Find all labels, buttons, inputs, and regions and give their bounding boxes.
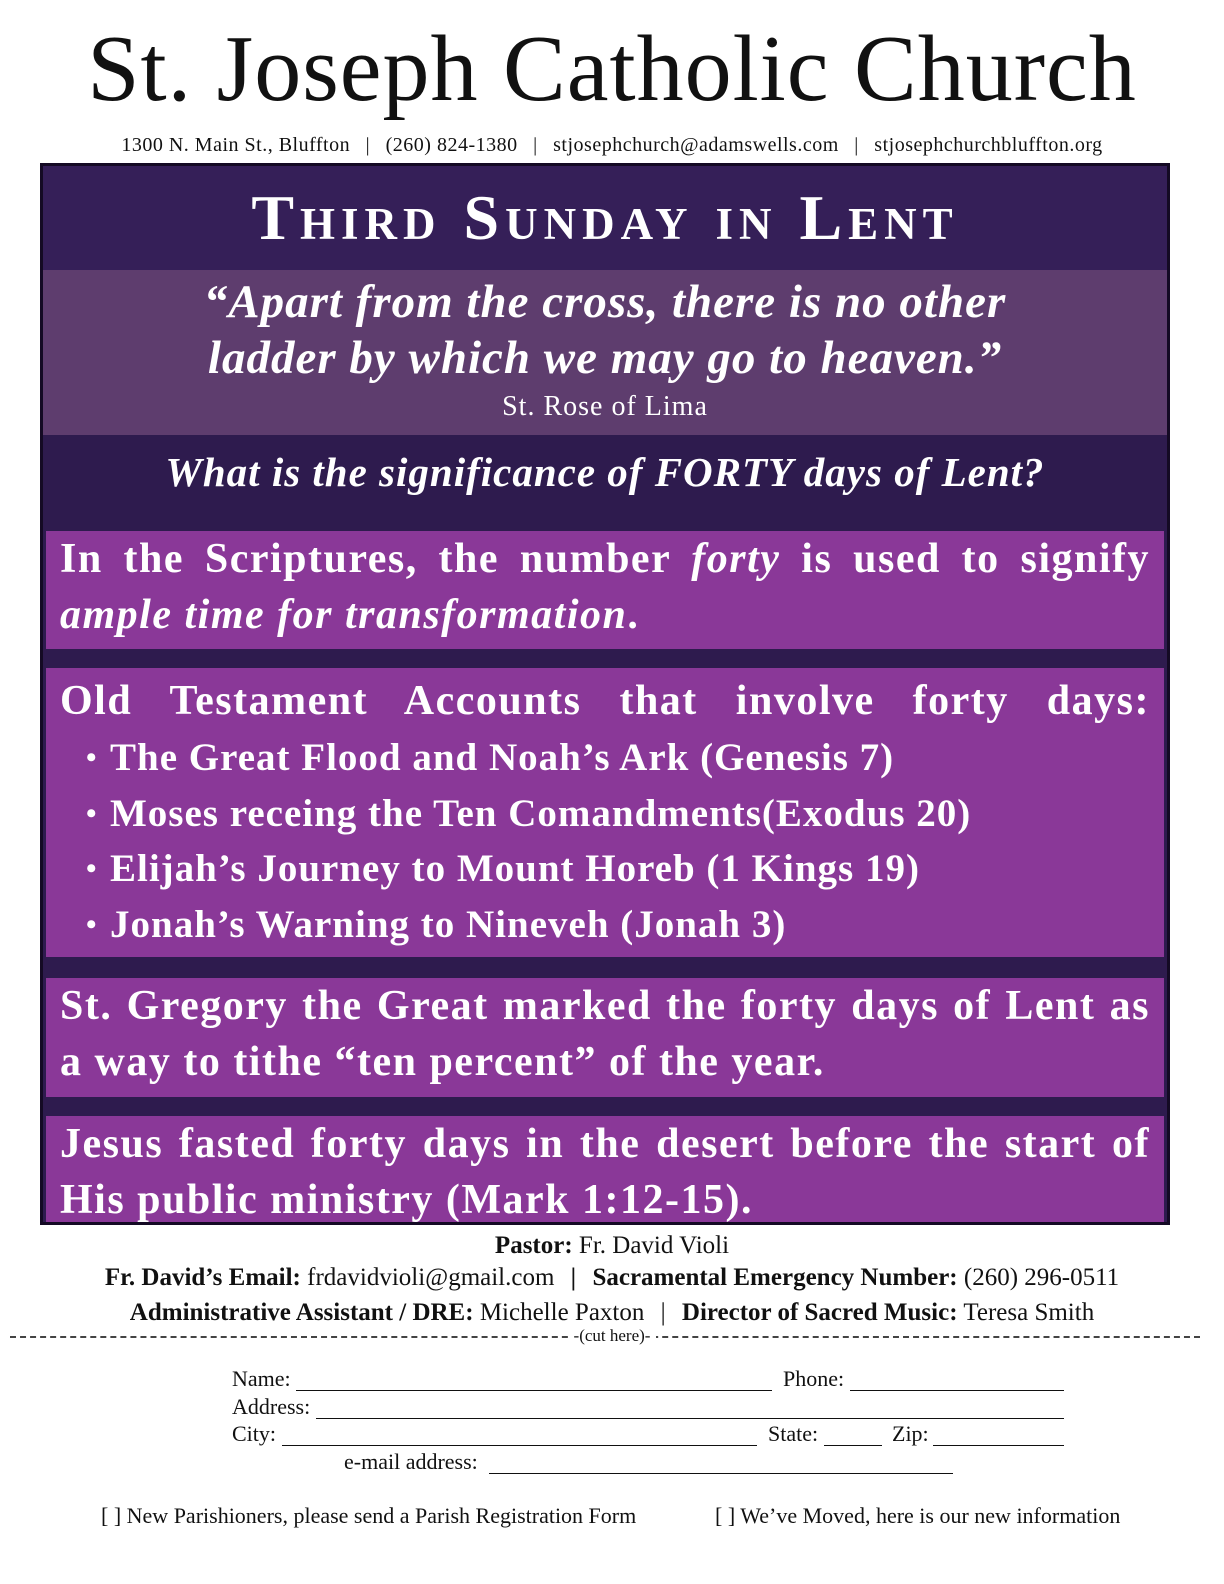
- bullet-icon: •: [86, 907, 98, 941]
- scripture-text-1: In the Scriptures, the number: [60, 536, 692, 582]
- list-item: [86, 841, 1150, 897]
- scripture-paragraph: [60, 531, 1150, 643]
- quote-band: [43, 270, 1167, 435]
- list-item-text: Elijah’s Journey to Mount Horeb (1 Kings 19): [110, 847, 920, 890]
- bullet-icon: •: [86, 796, 98, 830]
- bullet-icon: •: [86, 852, 98, 885]
- contact-line: [0, 131, 1224, 159]
- staff-line: [0, 1297, 1224, 1329]
- church-email[interactable]: stjosephchurch@adamswells.com: [553, 134, 839, 156]
- email-emergency-line: [0, 1262, 1224, 1294]
- bulletin-heading: Third Sunday in Lent: [43, 166, 1167, 270]
- music-label: Director of Sacred Music:: [681, 1299, 958, 1326]
- name-label: Name:: [232, 1366, 291, 1391]
- scripture-section: [46, 531, 1164, 649]
- quote-line-1: “Apart from the cross, there is no other: [203, 276, 1007, 328]
- list-item-text: The Great Flood and Noah’s Ark (Genesis 7): [110, 736, 895, 779]
- emergency-number: (260) 296-0511: [963, 1264, 1120, 1291]
- separator: |: [533, 134, 538, 156]
- pastor-line: [0, 1230, 1224, 1262]
- separator: |: [854, 134, 859, 156]
- new-parishioner-checkbox[interactable]: [ ] New Parishioners, please send a Parish Registration Form: [101, 1503, 637, 1528]
- quote-author: St. Rose of Lima: [502, 391, 708, 422]
- jesus-paragraph: Jesus fasted forty days in the desert before the start of His public ministry (Mark 1:12-15).: [60, 1121, 1150, 1223]
- pastor-label: Pastor:: [494, 1232, 573, 1259]
- church-website[interactable]: stjosephchurchbluffton.org: [874, 134, 1103, 156]
- address-label: Address:: [232, 1394, 311, 1419]
- bulletin-box: [40, 163, 1170, 1225]
- list-item: [86, 897, 1150, 953]
- email-address-field[interactable]: [489, 1451, 953, 1474]
- list-item-text: Moses receing the Ten Comandments(Exodus 20): [110, 791, 972, 835]
- list-item: [86, 730, 1150, 786]
- church-address: 1300 N. Main St., Bluffton: [121, 134, 351, 156]
- bullet-icon: •: [86, 741, 98, 774]
- city-label: City:: [232, 1421, 277, 1446]
- scripture-emphasis-1: forty: [691, 536, 781, 582]
- jesus-section: [46, 1116, 1164, 1225]
- cut-here-text: -(cut here)-: [568, 1326, 657, 1345]
- gregory-section: [46, 978, 1164, 1097]
- zip-label: Zip:: [892, 1421, 929, 1446]
- church-phone: (260) 824-1380: [385, 134, 518, 156]
- phone-field[interactable]: [850, 1368, 1064, 1391]
- moved-checkbox[interactable]: [ ] We’ve Moved, here is our new information: [715, 1503, 1121, 1528]
- gregory-paragraph: St. Gregory the Great marked the forty days of Lent as a way to tithe “ten percent” of the year.: [60, 983, 1150, 1085]
- name-field[interactable]: [296, 1368, 772, 1391]
- scripture-emphasis-2: ample time for transformation: [60, 592, 628, 638]
- scripture-text-3: .: [627, 592, 640, 638]
- lent-question: What is the significance of FORTY days of Lent?: [43, 437, 1167, 509]
- admin-label: Administrative Assistant / DRE:: [129, 1299, 474, 1326]
- quote-line-2: ladder by which we may go to heaven.”: [207, 332, 1003, 384]
- list-item: [86, 786, 1150, 842]
- separator: |: [660, 1299, 666, 1326]
- pastor-email[interactable]: frdavidvioli@gmail.com: [307, 1264, 555, 1291]
- list-item-text: Jonah’s Warning to Nineveh (Jonah 3): [110, 902, 787, 946]
- church-title: St. Joseph Catholic Church: [87, 17, 1137, 121]
- address-field[interactable]: [316, 1396, 1064, 1419]
- old-testament-list: [60, 730, 1150, 952]
- email-address-label: e-mail address:: [344, 1449, 478, 1474]
- state-label: State:: [768, 1421, 819, 1446]
- old-testament-section: [46, 668, 1164, 957]
- separator: |: [570, 1264, 577, 1291]
- separator: |: [365, 134, 371, 156]
- phone-label: Phone:: [783, 1366, 845, 1391]
- old-testament-heading: Old Testament Accounts that involve forty days:: [60, 678, 1150, 724]
- music-director-name: Teresa Smith: [963, 1299, 1095, 1326]
- zip-field[interactable]: [933, 1423, 1064, 1446]
- email-label: Fr. David’s Email:: [104, 1264, 301, 1291]
- state-field[interactable]: [824, 1423, 882, 1446]
- scripture-text-2: is used to signify: [780, 536, 1150, 582]
- city-field[interactable]: [282, 1423, 757, 1446]
- pastor-name: Fr. David Violi: [578, 1232, 730, 1259]
- admin-name: Michelle Paxton: [479, 1299, 645, 1326]
- emergency-label: Sacramental Emergency Number:: [592, 1264, 958, 1291]
- quote-text: [43, 274, 1167, 386]
- cut-here-label: [0, 1326, 1224, 1346]
